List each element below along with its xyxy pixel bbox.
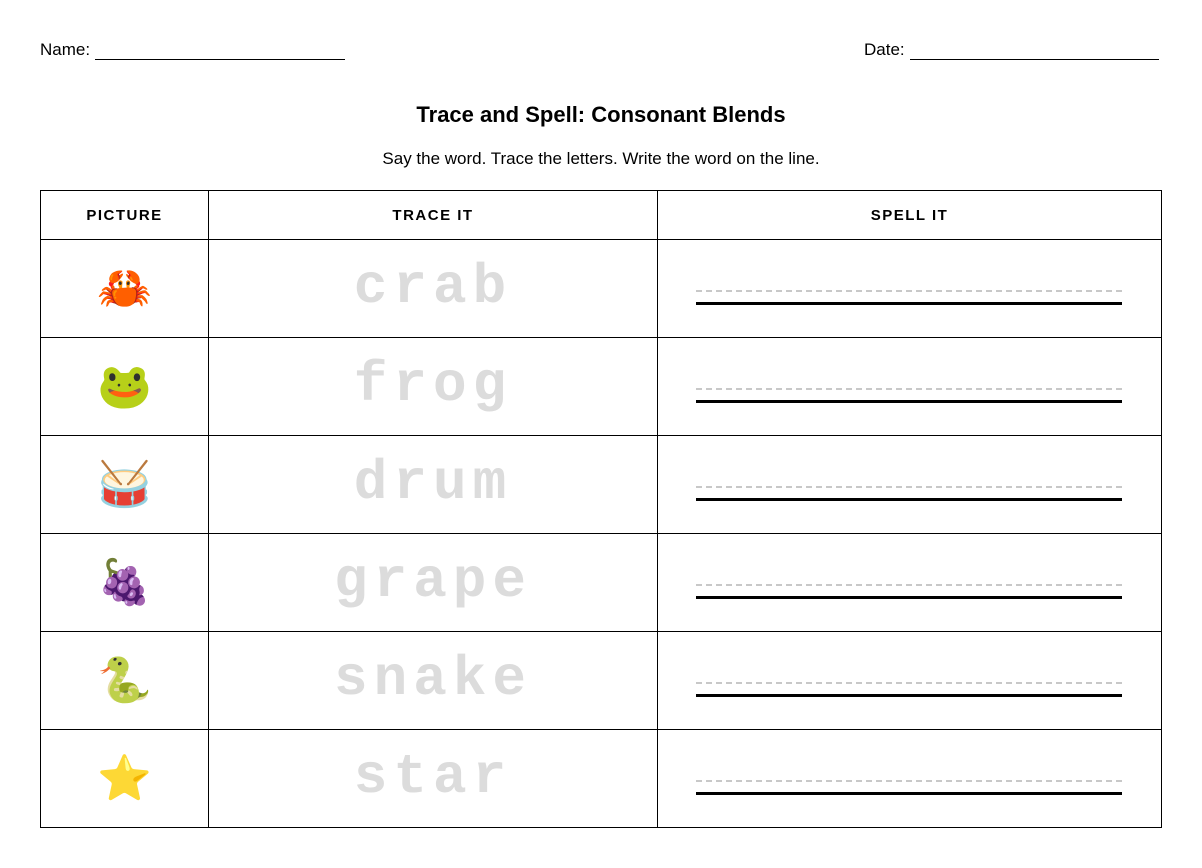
star-icon: ⭐ [97, 753, 152, 803]
table-row [41, 730, 1162, 828]
instructions: Say the word. Trace the letters. Write the word on the line. [382, 149, 820, 168]
writing-lines[interactable] [658, 632, 1161, 729]
dashed-guide-line [696, 388, 1122, 390]
dashed-guide-line [696, 584, 1122, 586]
writing-lines[interactable] [658, 436, 1161, 533]
trace-cell [209, 240, 658, 338]
trace-cell [209, 436, 658, 534]
snake-icon: 🐍 [97, 655, 152, 705]
picture-cell [41, 436, 209, 534]
date-label: Date: [864, 40, 905, 59]
worksheet-table [40, 190, 1162, 828]
spell-cell[interactable] [658, 338, 1162, 436]
trace-cell [209, 534, 658, 632]
worksheet-title: Trace and Spell: Consonant Blends [416, 102, 786, 127]
trace-cell [209, 632, 658, 730]
writing-lines[interactable] [658, 730, 1161, 827]
spell-cell[interactable] [658, 632, 1162, 730]
spell-cell[interactable] [658, 436, 1162, 534]
table-row [41, 534, 1162, 632]
picture-cell [41, 632, 209, 730]
base-line [696, 792, 1122, 795]
table-row [41, 632, 1162, 730]
base-line [696, 694, 1122, 697]
date-line[interactable] [910, 45, 1159, 60]
column-header-trace: TRACE IT [209, 191, 658, 240]
base-line [696, 498, 1122, 501]
trace-word: crab [353, 254, 513, 319]
picture-cell [41, 730, 209, 828]
crab-icon: 🦀 [97, 263, 152, 313]
dashed-guide-line [696, 486, 1122, 488]
trace-word: snake [333, 646, 533, 711]
grapes-icon: 🍇 [97, 557, 152, 607]
writing-lines[interactable] [658, 338, 1161, 435]
base-line [696, 400, 1122, 403]
table-row [41, 436, 1162, 534]
spell-cell[interactable] [658, 730, 1162, 828]
column-header-picture: PICTURE [41, 191, 209, 240]
table-row [41, 240, 1162, 338]
name-line[interactable] [95, 45, 345, 60]
column-header-spell: SPELL IT [658, 191, 1162, 240]
frog-icon: 🐸 [97, 361, 152, 411]
dashed-guide-line [696, 780, 1122, 782]
base-line [696, 302, 1122, 305]
date-field[interactable] [864, 40, 1159, 60]
writing-lines[interactable] [658, 240, 1161, 337]
trace-word: grape [333, 548, 533, 613]
spell-cell[interactable] [658, 534, 1162, 632]
trace-cell [209, 730, 658, 828]
picture-cell [41, 534, 209, 632]
base-line [696, 596, 1122, 599]
trace-word: drum [353, 450, 513, 515]
trace-cell [209, 338, 658, 436]
drum-icon: 🥁 [97, 459, 152, 509]
picture-cell [41, 338, 209, 436]
name-field[interactable] [40, 40, 345, 60]
dashed-guide-line [696, 682, 1122, 684]
trace-word: frog [353, 352, 513, 417]
dashed-guide-line [696, 290, 1122, 292]
table-row [41, 338, 1162, 436]
trace-word: star [353, 744, 513, 809]
spell-cell[interactable] [658, 240, 1162, 338]
writing-lines[interactable] [658, 534, 1161, 631]
picture-cell [41, 240, 209, 338]
header-row [41, 191, 1162, 240]
name-label: Name: [40, 40, 91, 59]
